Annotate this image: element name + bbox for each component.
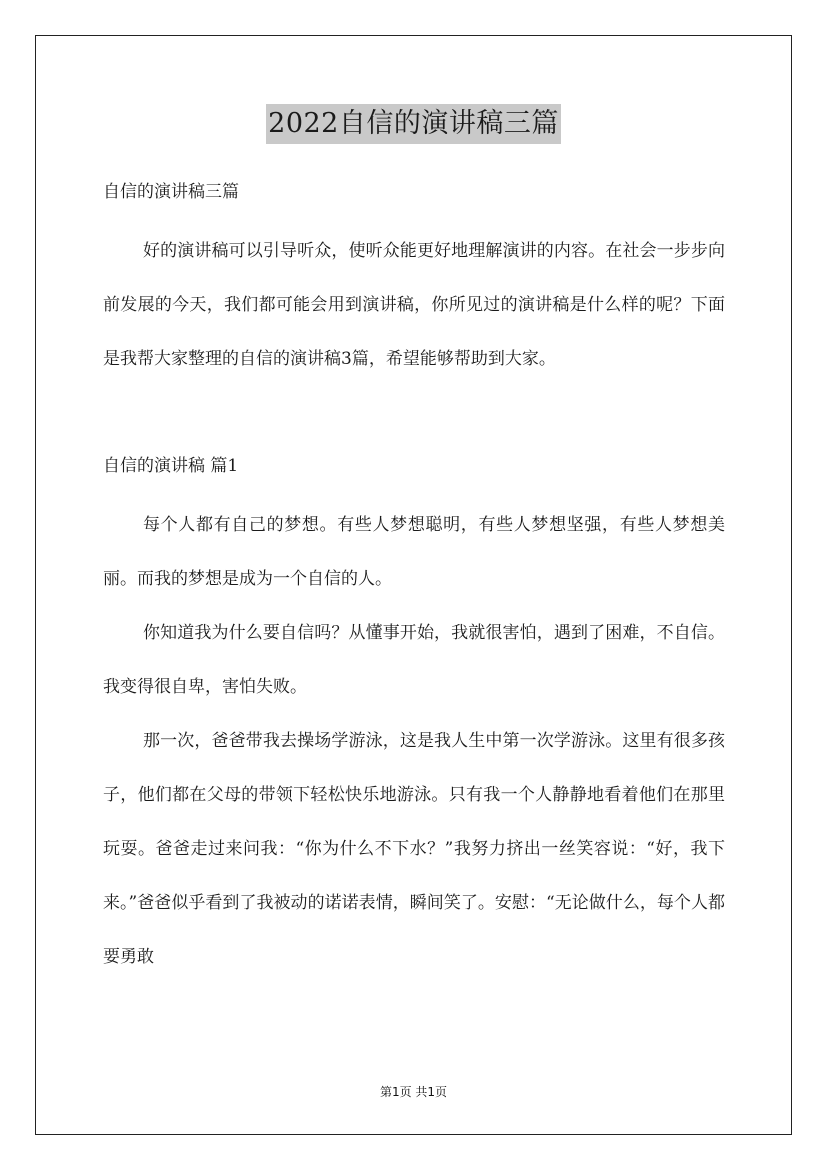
spacer [103,485,725,498]
document-title-text: 2022自信的演讲稿三篇 [266,104,561,144]
spacer [103,386,725,448]
page-footer: 第1页 共1页 [379,1085,448,1099]
intro-paragraph: 好的演讲稿可以引导听众，使听众能更好地理解演讲的内容。在社会一步步向前发展的今天，我们都可能会用到演讲稿，你所见过的演讲稿是什么样的呢？下面是我帮大家整理的自信的演讲稿3篇，希望能够帮助到大家。 [103,241,725,369]
section-heading: 自信的演讲稿 篇1 [103,456,239,476]
document-body [103,174,725,984]
body-paragraph-2: 你知道我为什么要自信吗？从懂事开始，我就很害怕，遇到了困难，不自信。我变得很自卑，害怕失败。 [103,623,725,697]
document-title [0,102,827,144]
spacer [103,211,725,224]
body-paragraph-3: 那一次，爸爸带我去操场学游泳，这是我人生中第一次学游泳。这里有很多孩子，他们都在父母的带领下轻松快乐地游泳。只有我一个人静静地看着他们在那里玩耍。爸爸走过来问我：“你为什么不下水？”我努力挤出一丝笑容说：“好，我下来。”爸爸似乎看到了我被动的诺诺表情，瞬间笑了。安慰：“无论做什么，每个人都要勇敢 [103,731,725,967]
body-paragraph-1: 每个人都有自己的梦想。有些人梦想聪明，有些人梦想坚强，有些人梦想美丽。而我的梦想是成为一个自信的人。 [103,515,725,589]
document-subtitle: 自信的演讲稿三篇 [103,182,239,202]
